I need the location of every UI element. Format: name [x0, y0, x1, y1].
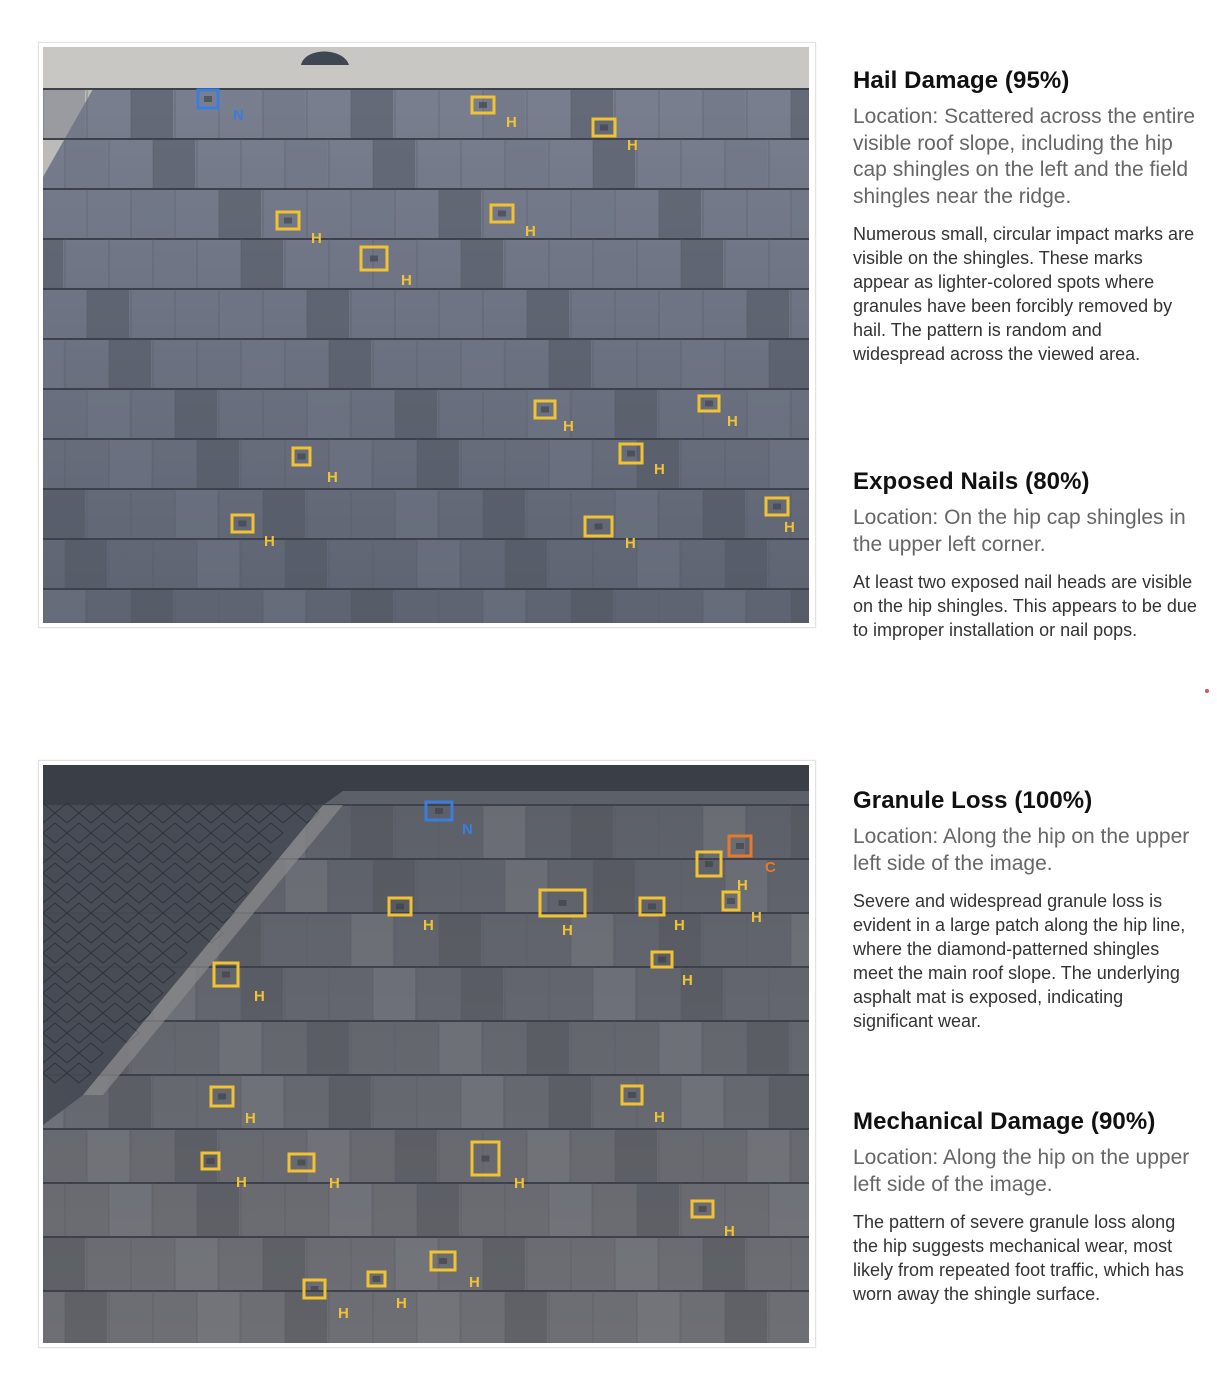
shingle-tab	[417, 1184, 459, 1236]
shingle-tab	[637, 540, 679, 588]
shingle-tab	[395, 390, 437, 438]
shingle-tab	[65, 540, 107, 588]
shingle-tab	[43, 240, 63, 288]
damage-spot	[498, 211, 506, 217]
hail-marker-label: H	[254, 988, 265, 1005]
shingle-tab	[417, 1292, 459, 1343]
damage-spot	[479, 102, 487, 108]
shingle-tab	[131, 590, 173, 623]
red-dot	[1205, 689, 1209, 693]
shingle-tab	[615, 490, 657, 538]
finding-title: Mechanical Damage (90%)	[853, 1108, 1156, 1135]
hail-marker-label: H	[469, 1274, 480, 1291]
shingle-tab	[175, 390, 217, 438]
roof-photo-1-canvas	[43, 47, 809, 623]
shingle-tab	[593, 240, 635, 288]
shingle-tab	[43, 490, 85, 538]
shingle-tab	[791, 806, 809, 858]
shingle-tab	[131, 190, 173, 238]
damage-spot	[600, 125, 608, 131]
shingle-tab	[351, 806, 393, 858]
shingle-tab	[483, 590, 525, 623]
hail-marker-label: H	[625, 535, 636, 552]
shingle-tab	[439, 914, 481, 966]
shingle-tab	[395, 490, 437, 538]
shingle-tab	[571, 806, 613, 858]
shingle-tab	[571, 190, 613, 238]
hail-marker-label: H	[506, 114, 517, 131]
shingle-tab	[43, 1238, 85, 1290]
finding-description: The pattern of severe granule loss along the hip suggests mechanical wear, most likely from repeated foot traffic, which has worn away the shingle surface.	[853, 1212, 1184, 1304]
finding-title: Hail Damage (95%)	[853, 67, 1070, 94]
hail-marker-label: H	[674, 917, 685, 934]
shingle-tab	[285, 140, 327, 188]
shingle-tab	[637, 1184, 679, 1236]
shingle-tab	[153, 240, 195, 288]
shingle-tab	[175, 1238, 217, 1290]
shingle-tab	[43, 590, 85, 623]
damage-spot	[658, 957, 666, 963]
shingle-tab	[571, 914, 613, 966]
nail-marker-label: N	[233, 107, 244, 124]
hail-marker-label: H	[514, 1175, 525, 1192]
damage-spot	[373, 1276, 381, 1282]
damage-spot	[773, 504, 781, 510]
shingle-tab	[681, 340, 723, 388]
shingle-tab	[351, 914, 393, 966]
damage-spot	[298, 1160, 306, 1166]
shingle-tab	[615, 1238, 657, 1290]
shingle-tab	[109, 340, 151, 388]
hail-marker-label: H	[401, 272, 412, 289]
shingle-tab	[505, 1292, 547, 1343]
shingle-tab	[219, 190, 261, 238]
damage-spot	[218, 1094, 226, 1100]
shingle-tab	[703, 590, 745, 623]
shingle-tab	[351, 190, 393, 238]
shingle-tab	[505, 540, 547, 588]
shingle-tab	[703, 1238, 745, 1290]
shingle-tab	[197, 440, 239, 488]
shingle-tab	[109, 1076, 151, 1128]
damage-spot	[736, 843, 744, 849]
shingle-tab	[769, 340, 809, 388]
damage-spot	[595, 524, 603, 530]
hail-marker-label: H	[245, 1110, 256, 1127]
shingle-tab	[241, 340, 283, 388]
hail-marker-label: H	[311, 230, 322, 247]
finding-description: Severe and widespread granule loss is evident in a large patch along the hip line, where the diamond-patterned shingles meet the main roof slope. The underlying asphalt mat is exposed, indicating significant wear.	[853, 891, 1186, 1031]
shingle-tab	[351, 90, 393, 138]
hail-marker-label: H	[338, 1305, 349, 1322]
shingle-tab	[483, 490, 525, 538]
roof-photo-2-canvas	[43, 765, 809, 1343]
shingle-tab	[593, 860, 635, 912]
shingle-tab	[527, 1130, 569, 1182]
shingle-tab	[769, 440, 809, 488]
shingle-tab	[637, 1292, 679, 1343]
damage-spot	[207, 1158, 215, 1164]
shingle-tab	[329, 1076, 371, 1128]
shingle-tab	[219, 1022, 261, 1074]
finding-location: Location: Along the hip on the upper left side of the image.	[853, 1146, 1190, 1196]
ridge-area	[43, 47, 809, 89]
damage-spot	[239, 521, 247, 527]
shingle-tab	[549, 1184, 591, 1236]
shingle-tab	[285, 1292, 327, 1343]
finding-description: Numerous small, circular impact marks are visible on the shingles. These marks appear as lighter-colored spots where granules have been forcibly removed by hail. The pattern is random and widespread across the viewed area.	[853, 224, 1195, 364]
shingle-tab	[549, 1076, 591, 1128]
shingle-tab	[395, 1130, 437, 1182]
shingle-tab	[65, 140, 107, 188]
damage-spot	[311, 1286, 319, 1292]
hail-marker-label: H	[784, 519, 795, 536]
damage-spot	[222, 972, 230, 978]
finding-hail-damage	[853, 66, 1198, 366]
shingle-tab	[725, 1292, 767, 1343]
shingle-tab	[197, 540, 239, 588]
damage-spot	[648, 904, 656, 910]
shingle-tab	[219, 290, 261, 338]
hail-marker-label: H	[563, 418, 574, 435]
hail-marker-label: H	[751, 909, 762, 926]
finding-title: Granule Loss (100%)	[853, 787, 1093, 814]
shingle-tab	[153, 140, 195, 188]
damage-spot	[727, 898, 735, 904]
shingle-tab	[725, 540, 767, 588]
shingle-tab	[197, 1184, 239, 1236]
shingle-tab	[703, 806, 745, 858]
shingle-tab	[241, 240, 283, 288]
hail-marker-label: H	[727, 413, 738, 430]
shingle-tab	[659, 190, 701, 238]
shingle-tab	[87, 1130, 129, 1182]
shingle-tab	[197, 1292, 239, 1343]
shingle-tab	[461, 968, 503, 1020]
shingle-tab	[285, 540, 327, 588]
shingle-tab	[725, 140, 767, 188]
hail-marker-label: H	[654, 1109, 665, 1126]
finding-location: Location: Scattered across the entire visible roof slope, including the hip cap shingles on the left and the field shingles near the ridge.	[853, 105, 1196, 208]
damage-spot	[705, 401, 713, 407]
shingle-tab	[263, 1238, 305, 1290]
shingle-tab	[681, 240, 723, 288]
shingle-tab	[65, 1292, 107, 1343]
hail-marker-label: H	[682, 972, 693, 989]
hail-marker-label: H	[327, 469, 338, 486]
shingle-tab	[307, 290, 349, 338]
shingle-tab	[747, 290, 789, 338]
shingle-tab	[439, 1022, 481, 1074]
shingle-tab	[505, 140, 547, 188]
shingle-tab	[659, 1022, 701, 1074]
shingle-tab	[483, 806, 525, 858]
shingle-tab	[791, 590, 809, 623]
shingle-tab	[307, 390, 349, 438]
hail-marker-label: H	[654, 461, 665, 478]
damage-spot	[559, 900, 567, 906]
finding-mechanical-damage	[853, 1107, 1198, 1306]
shingle-tab	[87, 390, 129, 438]
hail-marker-label: H	[396, 1295, 407, 1312]
hail-marker-label: H	[724, 1223, 735, 1240]
damage-spot	[627, 451, 635, 457]
shingle-tab	[329, 340, 371, 388]
damage-spot	[204, 96, 212, 102]
shingle-tab	[131, 90, 173, 138]
hail-marker-label: H	[423, 917, 434, 934]
shingle-tab	[747, 1022, 789, 1074]
shingle-tab	[43, 340, 63, 388]
shingle-tab	[461, 1076, 503, 1128]
finding-granule-loss	[853, 786, 1198, 1033]
shingle-tab	[351, 590, 393, 623]
hail-marker-label: H	[627, 137, 638, 154]
finding-location: Location: On the hip cap shingles in the upper left corner.	[853, 506, 1186, 556]
hail-marker-label: H	[264, 533, 275, 550]
shingle-tab	[417, 440, 459, 488]
shingle-tab	[527, 290, 569, 338]
shingle-tab	[43, 90, 85, 138]
shingle-tab	[791, 90, 809, 138]
hail-marker-label: H	[329, 1175, 340, 1192]
damage-spot	[705, 861, 713, 867]
shingle-tab	[483, 1238, 525, 1290]
shingle-tab	[373, 968, 415, 1020]
finding-title: Exposed Nails (80%)	[853, 468, 1090, 495]
shingle-tab	[439, 190, 481, 238]
shingle-tab	[307, 1022, 349, 1074]
damage-spot	[370, 256, 378, 262]
shingle-tab	[615, 390, 657, 438]
shingle-tab	[461, 240, 503, 288]
shingle-tab	[527, 1022, 569, 1074]
shingle-tab	[263, 90, 305, 138]
shingle-tab	[285, 860, 327, 912]
shingle-tab	[703, 90, 745, 138]
shingle-tab	[87, 290, 129, 338]
hail-marker-label: H	[236, 1174, 247, 1191]
shingle-tab	[175, 490, 217, 538]
shingle-tab	[175, 1130, 217, 1182]
finding-description: At least two exposed nail heads are visible on the hip shingles. This appears to be due to improper installation or nail pops.	[853, 572, 1197, 640]
shingle-tab	[703, 490, 745, 538]
hail-marker-label: H	[525, 223, 536, 240]
shingle-tab	[549, 340, 591, 388]
shingle-tab	[571, 590, 613, 623]
shingle-tab	[659, 290, 701, 338]
shingle-tab	[769, 1076, 809, 1128]
finding-location: Location: Along the hip on the upper left side of the image.	[853, 825, 1190, 875]
damage-spot	[298, 454, 306, 460]
shingle-tab	[747, 390, 789, 438]
roof-photo-2-frame	[38, 760, 816, 1348]
damage-spot	[439, 1258, 447, 1264]
shingle-tab	[615, 1130, 657, 1182]
damage-spot	[284, 218, 292, 224]
roof-photo-1	[43, 47, 811, 623]
shingle-tab	[791, 190, 809, 238]
damage-spot	[699, 1206, 707, 1212]
nail-marker-label: N	[462, 821, 473, 838]
shingle-tab	[263, 590, 305, 623]
shingle-tab	[747, 1130, 789, 1182]
hail-marker-label: H	[562, 922, 573, 939]
shingle-tab	[549, 440, 591, 488]
shingle-tab	[417, 540, 459, 588]
shingle-tab	[681, 1076, 723, 1128]
damage-spot	[628, 1092, 636, 1098]
shingle-tab	[593, 968, 635, 1020]
roof-photo-1-frame	[38, 42, 816, 628]
finding-exposed-nails	[853, 467, 1198, 642]
damage-spot	[435, 808, 443, 814]
shingle-tab	[461, 340, 503, 388]
shingle-tab	[373, 140, 415, 188]
shingle-tab	[439, 290, 481, 338]
damage-spot	[541, 407, 549, 413]
damage-spot	[482, 1156, 490, 1162]
crack-marker-label: C	[765, 859, 776, 876]
damage-spot	[396, 904, 404, 910]
shingle-tab	[263, 490, 305, 538]
shingle-tab	[791, 914, 809, 966]
shingle-tab	[109, 1184, 151, 1236]
roof-photo-2	[43, 765, 811, 1343]
shingle-tab	[769, 1184, 809, 1236]
shingle-tab	[373, 860, 415, 912]
hail-marker-label: H	[737, 877, 748, 894]
shingle-tab	[109, 440, 151, 488]
